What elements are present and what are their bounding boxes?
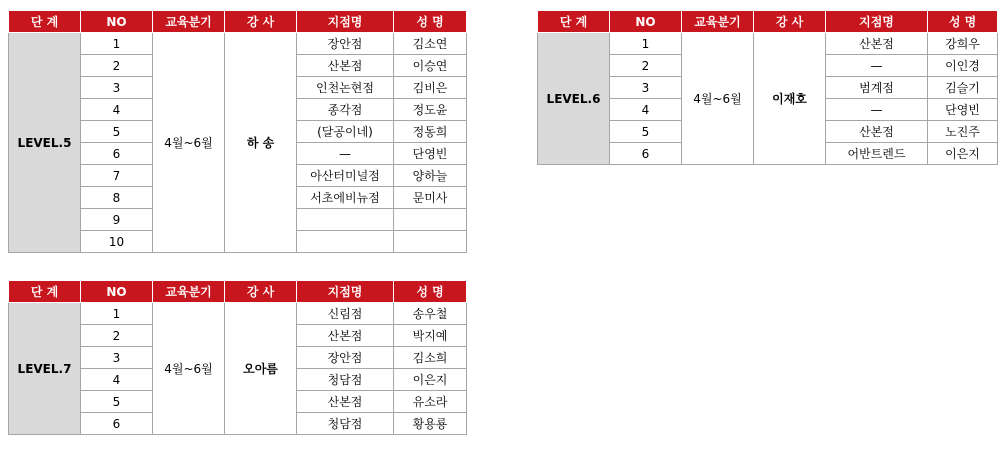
no-cell: 1: [610, 33, 682, 55]
no-cell: 1: [81, 33, 153, 55]
no-cell: 6: [81, 413, 153, 435]
name-cell: 송우철: [394, 303, 467, 325]
level5-schedule-table: [8, 10, 467, 253]
branch-cell: 종각점: [297, 99, 394, 121]
branch-cell: 인천논현점: [297, 77, 394, 99]
name-cell: 이은지: [928, 143, 998, 165]
no-cell: 7: [81, 165, 153, 187]
period-cell: 4월~6월: [153, 33, 225, 253]
table-row: [9, 303, 467, 325]
branch-cell: —: [297, 143, 394, 165]
branch-cell: 범계점: [826, 77, 928, 99]
branch-cell: 아산터미널점: [297, 165, 394, 187]
branch-cell: 신림점: [297, 303, 394, 325]
no-cell: 2: [610, 55, 682, 77]
instructor-cell: 이재호: [754, 33, 826, 165]
branch-cell: 산본점: [297, 55, 394, 77]
branch-cell: [297, 231, 394, 253]
branch-cell: [297, 209, 394, 231]
header-branch: 지점명: [297, 11, 394, 33]
name-cell: 이은지: [394, 369, 467, 391]
instructor-cell: 하 송: [225, 33, 297, 253]
branch-cell: 청담점: [297, 369, 394, 391]
branch-cell: 산본점: [826, 33, 928, 55]
name-cell: 정동희: [394, 121, 467, 143]
no-cell: 9: [81, 209, 153, 231]
no-cell: 6: [81, 143, 153, 165]
name-cell: 유소라: [394, 391, 467, 413]
header-instructor: 강 사: [225, 11, 297, 33]
header-instructor: 강 사: [754, 11, 826, 33]
name-cell: 이인경: [928, 55, 998, 77]
no-cell: 3: [81, 77, 153, 99]
name-cell: [394, 231, 467, 253]
level6-schedule-table: [537, 10, 998, 165]
name-cell: 김소희: [394, 347, 467, 369]
no-cell: 5: [81, 121, 153, 143]
no-cell: 6: [610, 143, 682, 165]
header-level: 단 계: [9, 11, 81, 33]
branch-cell: —: [826, 99, 928, 121]
branch-cell: —: [826, 55, 928, 77]
instructor-cell: 오아름: [225, 303, 297, 435]
branch-cell: 산본점: [297, 391, 394, 413]
name-cell: 노진주: [928, 121, 998, 143]
header-branch: 지점명: [297, 281, 394, 303]
no-cell: 4: [610, 99, 682, 121]
header-name: 성 명: [394, 11, 467, 33]
header-level: 단 계: [538, 11, 610, 33]
header-no: NO: [81, 11, 153, 33]
header-branch: 지점명: [826, 11, 928, 33]
no-cell: 5: [81, 391, 153, 413]
level-cell: LEVEL.7: [9, 303, 81, 435]
header-row: [9, 281, 467, 303]
name-cell: [394, 209, 467, 231]
header-row: [538, 11, 998, 33]
table-row: [538, 33, 998, 55]
level-cell: LEVEL.6: [538, 33, 610, 165]
name-cell: 김슬기: [928, 77, 998, 99]
branch-cell: 산본점: [826, 121, 928, 143]
table-row: [9, 33, 467, 55]
branch-cell: 서초에비뉴점: [297, 187, 394, 209]
no-cell: 2: [81, 55, 153, 77]
name-cell: 단영빈: [928, 99, 998, 121]
header-no: NO: [81, 281, 153, 303]
header-name: 성 명: [928, 11, 998, 33]
header-period: 교육분기: [682, 11, 754, 33]
period-cell: 4월~6월: [153, 303, 225, 435]
no-cell: 8: [81, 187, 153, 209]
no-cell: 5: [610, 121, 682, 143]
level7-schedule-table: [8, 280, 467, 435]
header-no: NO: [610, 11, 682, 33]
branch-cell: 장안점: [297, 33, 394, 55]
no-cell: 4: [81, 99, 153, 121]
header-period: 교육분기: [153, 281, 225, 303]
no-cell: 10: [81, 231, 153, 253]
name-cell: 단영빈: [394, 143, 467, 165]
name-cell: 문미사: [394, 187, 467, 209]
name-cell: 강희우: [928, 33, 998, 55]
name-cell: 이승연: [394, 55, 467, 77]
period-cell: 4월~6월: [682, 33, 754, 165]
name-cell: 정도윤: [394, 99, 467, 121]
no-cell: 4: [81, 369, 153, 391]
name-cell: 박지예: [394, 325, 467, 347]
header-instructor: 강 사: [225, 281, 297, 303]
name-cell: 김비은: [394, 77, 467, 99]
no-cell: 2: [81, 325, 153, 347]
level-cell: LEVEL.5: [9, 33, 81, 253]
branch-cell: 어반트렌드: [826, 143, 928, 165]
name-cell: 황용룡: [394, 413, 467, 435]
no-cell: 3: [610, 77, 682, 99]
branch-cell: 장안점: [297, 347, 394, 369]
branch-cell: 청담점: [297, 413, 394, 435]
no-cell: 1: [81, 303, 153, 325]
branch-cell: 산본점: [297, 325, 394, 347]
header-name: 성 명: [394, 281, 467, 303]
branch-cell: (달공이네): [297, 121, 394, 143]
header-period: 교육분기: [153, 11, 225, 33]
name-cell: 김소연: [394, 33, 467, 55]
header-level: 단 계: [9, 281, 81, 303]
header-row: [9, 11, 467, 33]
name-cell: 양하늘: [394, 165, 467, 187]
no-cell: 3: [81, 347, 153, 369]
